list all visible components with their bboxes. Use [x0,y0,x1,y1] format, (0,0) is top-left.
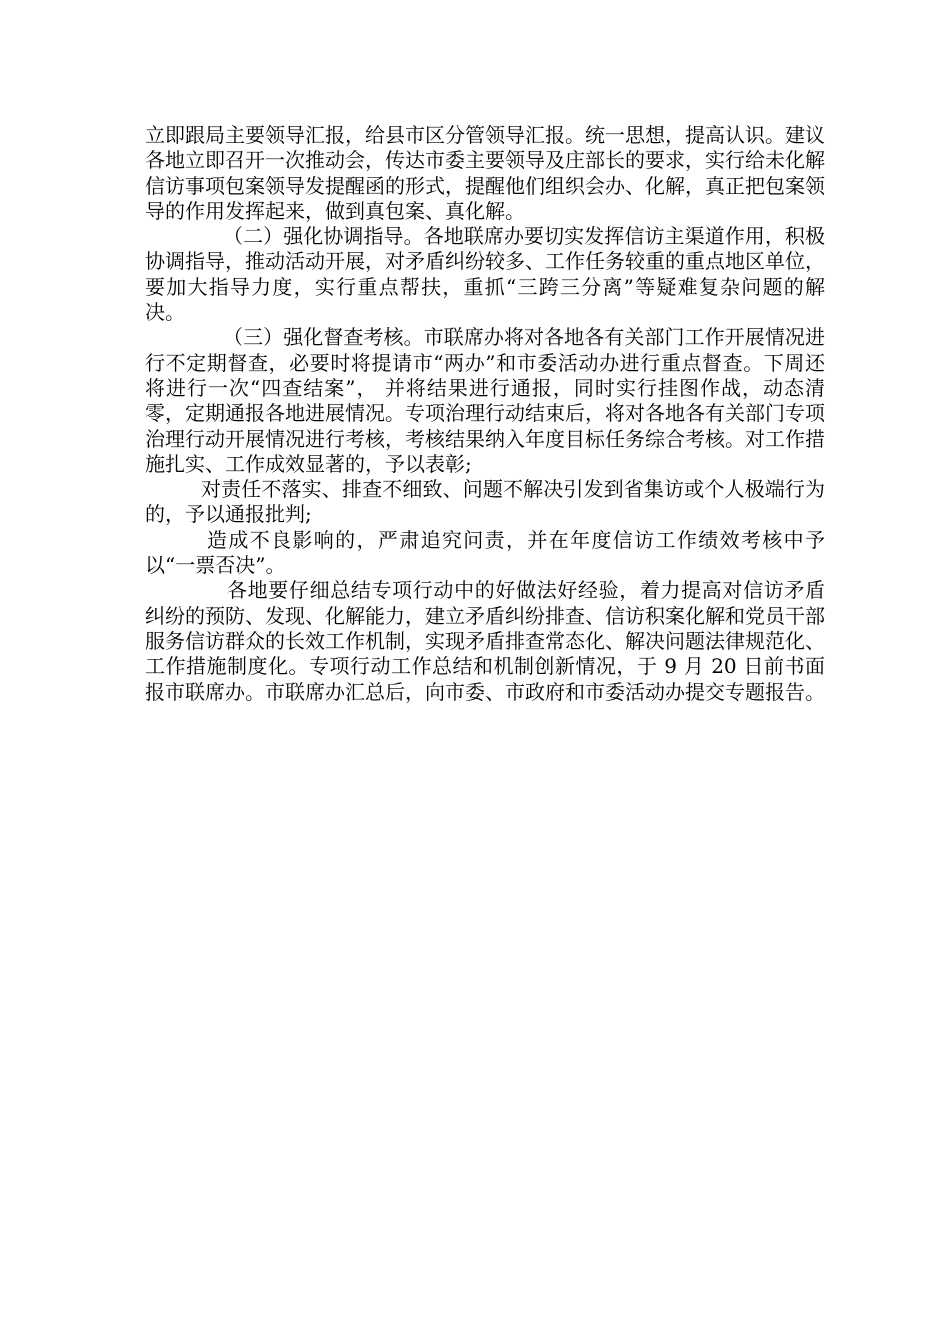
paragraph-report-leaders: 立即跟局主要领导汇报，给县市区分管领导汇报。统一思想，提高认识。建议各地立即召开一次推动会，传达市委主要领导及庄部长的要求，实行给未化解信访事项包案领导发提醒函的形式，提醒他们组织会办、化解，真正把包案领导的作用发挥起来，做到真包案、真化解。 [145,123,825,223]
paragraph-supervision-assessment: （三）强化督查考核。市联席办将对各地各有关部门工作开展情况进行不定期督查，必要时将提请市“两办”和市委活动办进行重点督查。下周还将进行一次“四查结案”， 并将结果进行通报，同时实行挂图作战，动态清零，定期通报各地进展情况。专项治理行动结束后，将对各地各有关部门专项治理行动开展情况进行考核，考核结果纳入年度目标任务综合考核。对工作措施扎实、工作成效显著的，予以表彰; [145,325,825,476]
paragraph-summary-report: 各地要仔细总结专项行动中的好做法好经验，着力提高对信访矛盾纠纷的预防、发现、化解能力，建立矛盾纠纷排查、信访积案化解和党员干部服务信访群众的长效工作机制，实现矛盾排查常态化、解决问题法律规范化、工作措施制度化。专项行动工作总结和机制创新情况，于 9 月 20 日前书面报市联席办。市联席办汇总后，向市委、市政府和市委活动办提交专题报告。 [145,578,825,704]
paragraph-coordination-guidance: （二）强化协调指导。各地联席办要切实发挥信访主渠道作用，积极协调指导，推动活动开展，对矛盾纠纷较多、工作任务较重的重点地区单位，要加大指导力度，实行重点帮扶，重抓“三跨三分离”等疑难复杂问题的解决。 [145,224,825,325]
document-body [145,123,825,705]
paragraph-accountability: 造成不良影响的，严肃追究问责，并在年度信访工作绩效考核中予以“一票否决”。 [145,527,825,578]
paragraph-criticism: 对责任不落实、排查不细致、问题不解决引发到省集访或个人极端行为的，予以通报批判; [145,477,825,527]
